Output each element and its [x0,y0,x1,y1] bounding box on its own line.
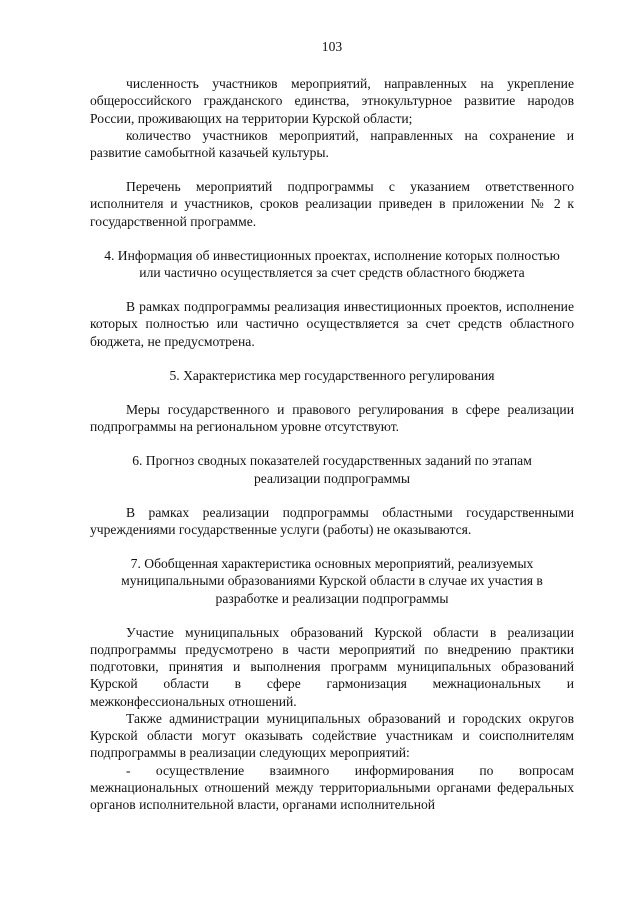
paragraph: Меры государственного и правового регулирования в сфере реализации подпрограммы на региональном уровне отсутствуют. [90,402,574,435]
spacer [90,607,574,624]
section-heading-4: 4. Информация об инвестиционных проектах, исполнение которых полностью или частично осуществляется за счет средств областного бюджета [104,247,560,281]
spacer [90,435,574,452]
spacer [90,538,574,555]
document-page [90,38,574,813]
spacer [90,230,574,247]
page-number: 103 [321,39,343,54]
spacer [90,384,574,401]
spacer [90,350,574,367]
paragraph: Участие муниципальных образований Курской области в реализации подпрограммы предусмотрено в части мероприятий по внедрению практики подготовки, принятия и выполнения программ муниципальных образований Курской области в сфере гармонизация межнациональных и межконфессиональных отношений. [90,624,574,709]
paragraph: В рамках подпрограммы реализация инвестиционных проектов, исполнение которых полностью или частично осуществляется за счет средств областного бюджета, не предусмотрена. [90,299,574,349]
spacer [90,487,574,504]
paragraph: В рамках реализации подпрограммы областными государственными учреждениями государственные услуги (работы) не оказываются. [90,504,574,538]
paragraph: Перечень мероприятий подпрограммы с указанием ответственного исполнителя и участников, сроков реализации приведен в приложении № 2 к государственной программе. [90,179,574,229]
paragraph: численность участников мероприятий, направленных на укрепление общероссийского гражданского единства, этнокультурное развитие народов России, проживающих на территории Курской области; [90,76,574,126]
section-heading-6: 6. Прогноз сводных показателей государственных заданий по этапам реализации подпрограммы [132,453,532,486]
paragraph: количество участников мероприятий, направленных на сохранение и развитие самобытной казачьей культуры. [90,127,574,161]
section-heading-7: 7. Обобщенная характеристика основных мероприятий, реализуемых муниципальными образованиями Курской области в случае их участия в разработке и реализации подпрограммы [121,556,543,606]
list-item: - осуществление взаимного информирования по вопросам межнациональных отношений между территориальными органами федеральных органов исполнительной власти, органами исполнительной [90,762,574,812]
spacer [90,161,574,178]
spacer [90,281,574,298]
paragraph: Также администрации муниципальных образований и городских округов Курской области могут оказывать содействие участникам и соисполнителям подпрограммы в реализации следующих мероприятий: [90,710,574,761]
section-heading-5: 5. Характеристика мер государственного регулирования [169,367,495,383]
